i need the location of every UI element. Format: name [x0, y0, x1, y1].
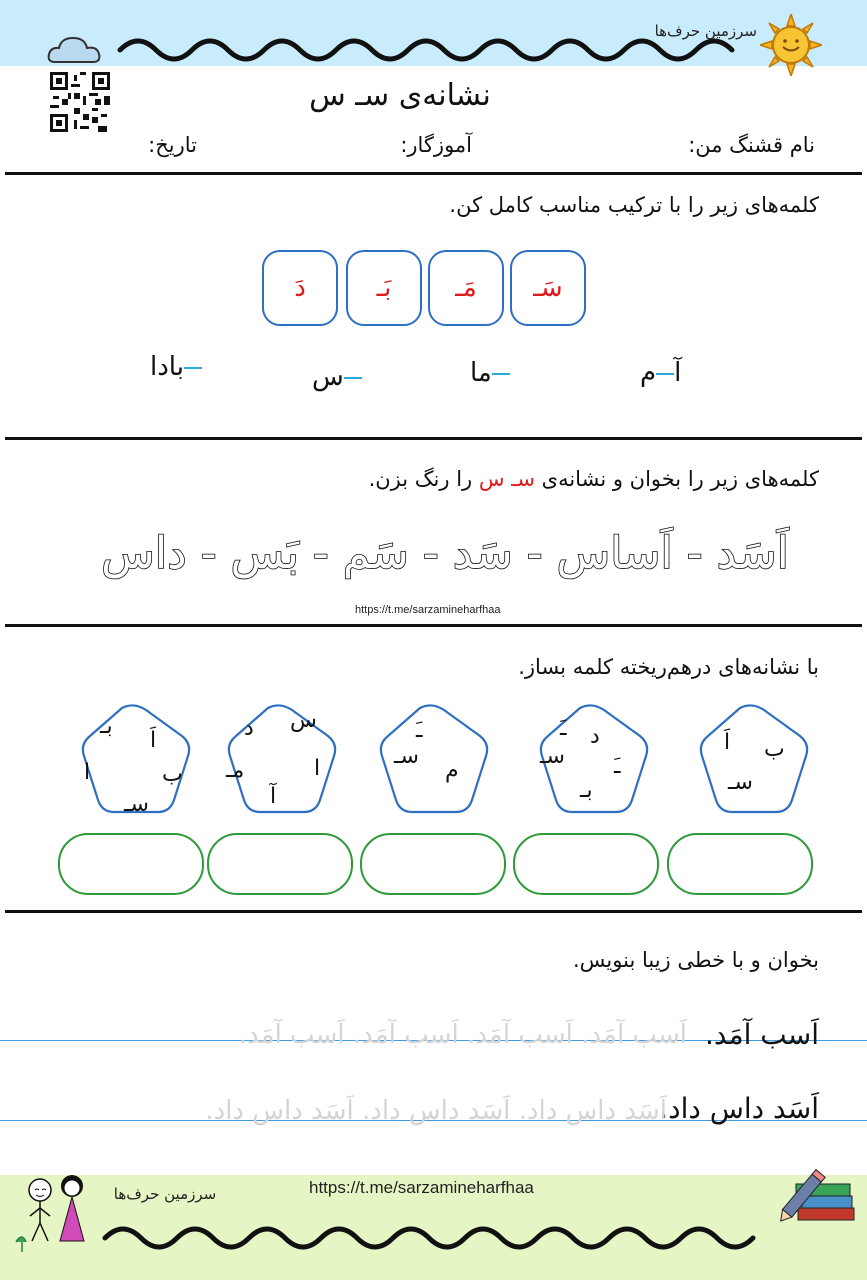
scrambled-letter[interactable]: ب [764, 737, 785, 762]
syllable-text: سَـ [533, 273, 563, 303]
kids-illustration-icon [10, 1170, 100, 1255]
answer-box[interactable] [667, 833, 813, 895]
divider [5, 910, 862, 913]
divider [5, 172, 862, 175]
blank[interactable] [492, 372, 510, 375]
channel-url[interactable]: https://t.me/sarzamineharfhaa [355, 604, 501, 616]
scrambled-letter[interactable]: سـ [728, 770, 753, 795]
answer-box[interactable] [360, 833, 506, 895]
books-and-pencil-icon [770, 1158, 860, 1238]
answer-box[interactable] [58, 833, 204, 895]
model-sentence: اَسَد داس داد. [659, 1092, 819, 1125]
date-field-label: تاریخ: [148, 133, 197, 157]
divider [5, 624, 862, 627]
syllable-box[interactable] [428, 250, 504, 326]
model-sentence: اَسب آمَد. [704, 1018, 819, 1051]
section4-instruction: بخوان و با خطی زیبا بنویس. [572, 948, 819, 972]
fill-word-2[interactable] [470, 358, 510, 388]
scrambled-letter[interactable]: د [244, 716, 254, 741]
word-part: س [312, 362, 344, 392]
scrambled-letter[interactable]: ـَ [614, 754, 621, 779]
word-part: ما [470, 358, 492, 388]
pentagon-shape [701, 705, 807, 812]
scrambled-letter[interactable]: ا [84, 760, 91, 785]
sun-icon [760, 14, 822, 76]
teacher-field-label: آموزگار: [400, 133, 472, 157]
syllable-text: دَ [294, 273, 306, 303]
blank[interactable] [344, 376, 362, 379]
answer-box[interactable] [207, 833, 353, 895]
tracing-text[interactable]: اَسَد داس داد. اَسَد داس داد. اَسَد داس داد. [205, 1096, 667, 1126]
fill-word-4[interactable] [150, 352, 202, 382]
scrambled-letter[interactable]: ـَ [416, 718, 423, 743]
instruction-text: کلمه‌های زیر را بخوان و نشانه‌ی [541, 467, 819, 491]
coloring-words-line[interactable]: اَسَد - اَساس - سَد - سَم - بَس - داس [101, 528, 789, 579]
scrambled-letter[interactable]: سـ [540, 744, 565, 769]
answer-box[interactable] [513, 833, 659, 895]
scrambled-letter[interactable]: س [290, 708, 317, 733]
scrambled-letter[interactable]: سـ [394, 744, 419, 769]
scrambled-letter[interactable]: اَ [150, 728, 157, 753]
word-part: آ [674, 358, 682, 388]
word-part: بادا [150, 352, 184, 382]
section2-instruction [369, 467, 819, 491]
scrambled-letter[interactable]: د [590, 724, 600, 749]
scrambled-letter[interactable]: ا [314, 756, 321, 781]
divider [5, 437, 862, 440]
footer-url[interactable]: https://t.me/sarzamineharfhaa [309, 1178, 534, 1197]
scrambled-letter[interactable]: سـ [124, 792, 149, 817]
tracing-text[interactable]: اَسب آمَد. اَسب آمَد. اَسب آمَد. اَسب آمَد. [238, 1020, 687, 1050]
qr-code-icon[interactable] [50, 72, 110, 132]
syllable-box[interactable] [510, 250, 586, 326]
page-title: نشانه‌ی سـ س [309, 78, 491, 113]
scrambled-letter[interactable]: اَ [724, 730, 731, 755]
section1-instruction: کلمه‌های زیر را با ترکیب مناسب کامل کن. [449, 193, 819, 217]
footer-brand: سرزمین حرف‌ها [113, 1185, 217, 1203]
cloud-icon [45, 34, 115, 68]
blank[interactable] [656, 372, 674, 375]
scrambled-letter[interactable]: آ [270, 784, 277, 809]
syllable-box[interactable] [346, 250, 422, 326]
name-field-label: نام قشنگ من: [688, 133, 815, 157]
header-wave-decoration [0, 0, 867, 80]
scrambled-letter[interactable]: بـ [580, 778, 593, 803]
syllable-box[interactable] [262, 250, 338, 326]
section3-instruction: با نشانه‌های درهم‌ریخته کلمه بساز. [518, 655, 819, 679]
header-brand: سرزمین حرف‌ها [654, 22, 757, 40]
scrambled-letter[interactable]: ب [162, 762, 183, 787]
blank[interactable] [184, 366, 202, 369]
syllable-text: مَـ [455, 273, 477, 303]
fill-word-3[interactable] [312, 362, 362, 392]
scrambled-letter[interactable]: مـ [226, 758, 245, 783]
highlight-letter: سـ س [478, 467, 535, 491]
scrambled-letter[interactable]: ـَ [560, 716, 567, 741]
scrambled-letter[interactable]: م [445, 758, 459, 783]
scrambled-letter[interactable]: بـ [100, 714, 113, 739]
syllable-text: بَـ [376, 273, 392, 303]
instruction-text: را رنگ بزن. [368, 467, 473, 491]
fill-word-1[interactable] [640, 358, 681, 388]
word-part: م [640, 358, 657, 388]
